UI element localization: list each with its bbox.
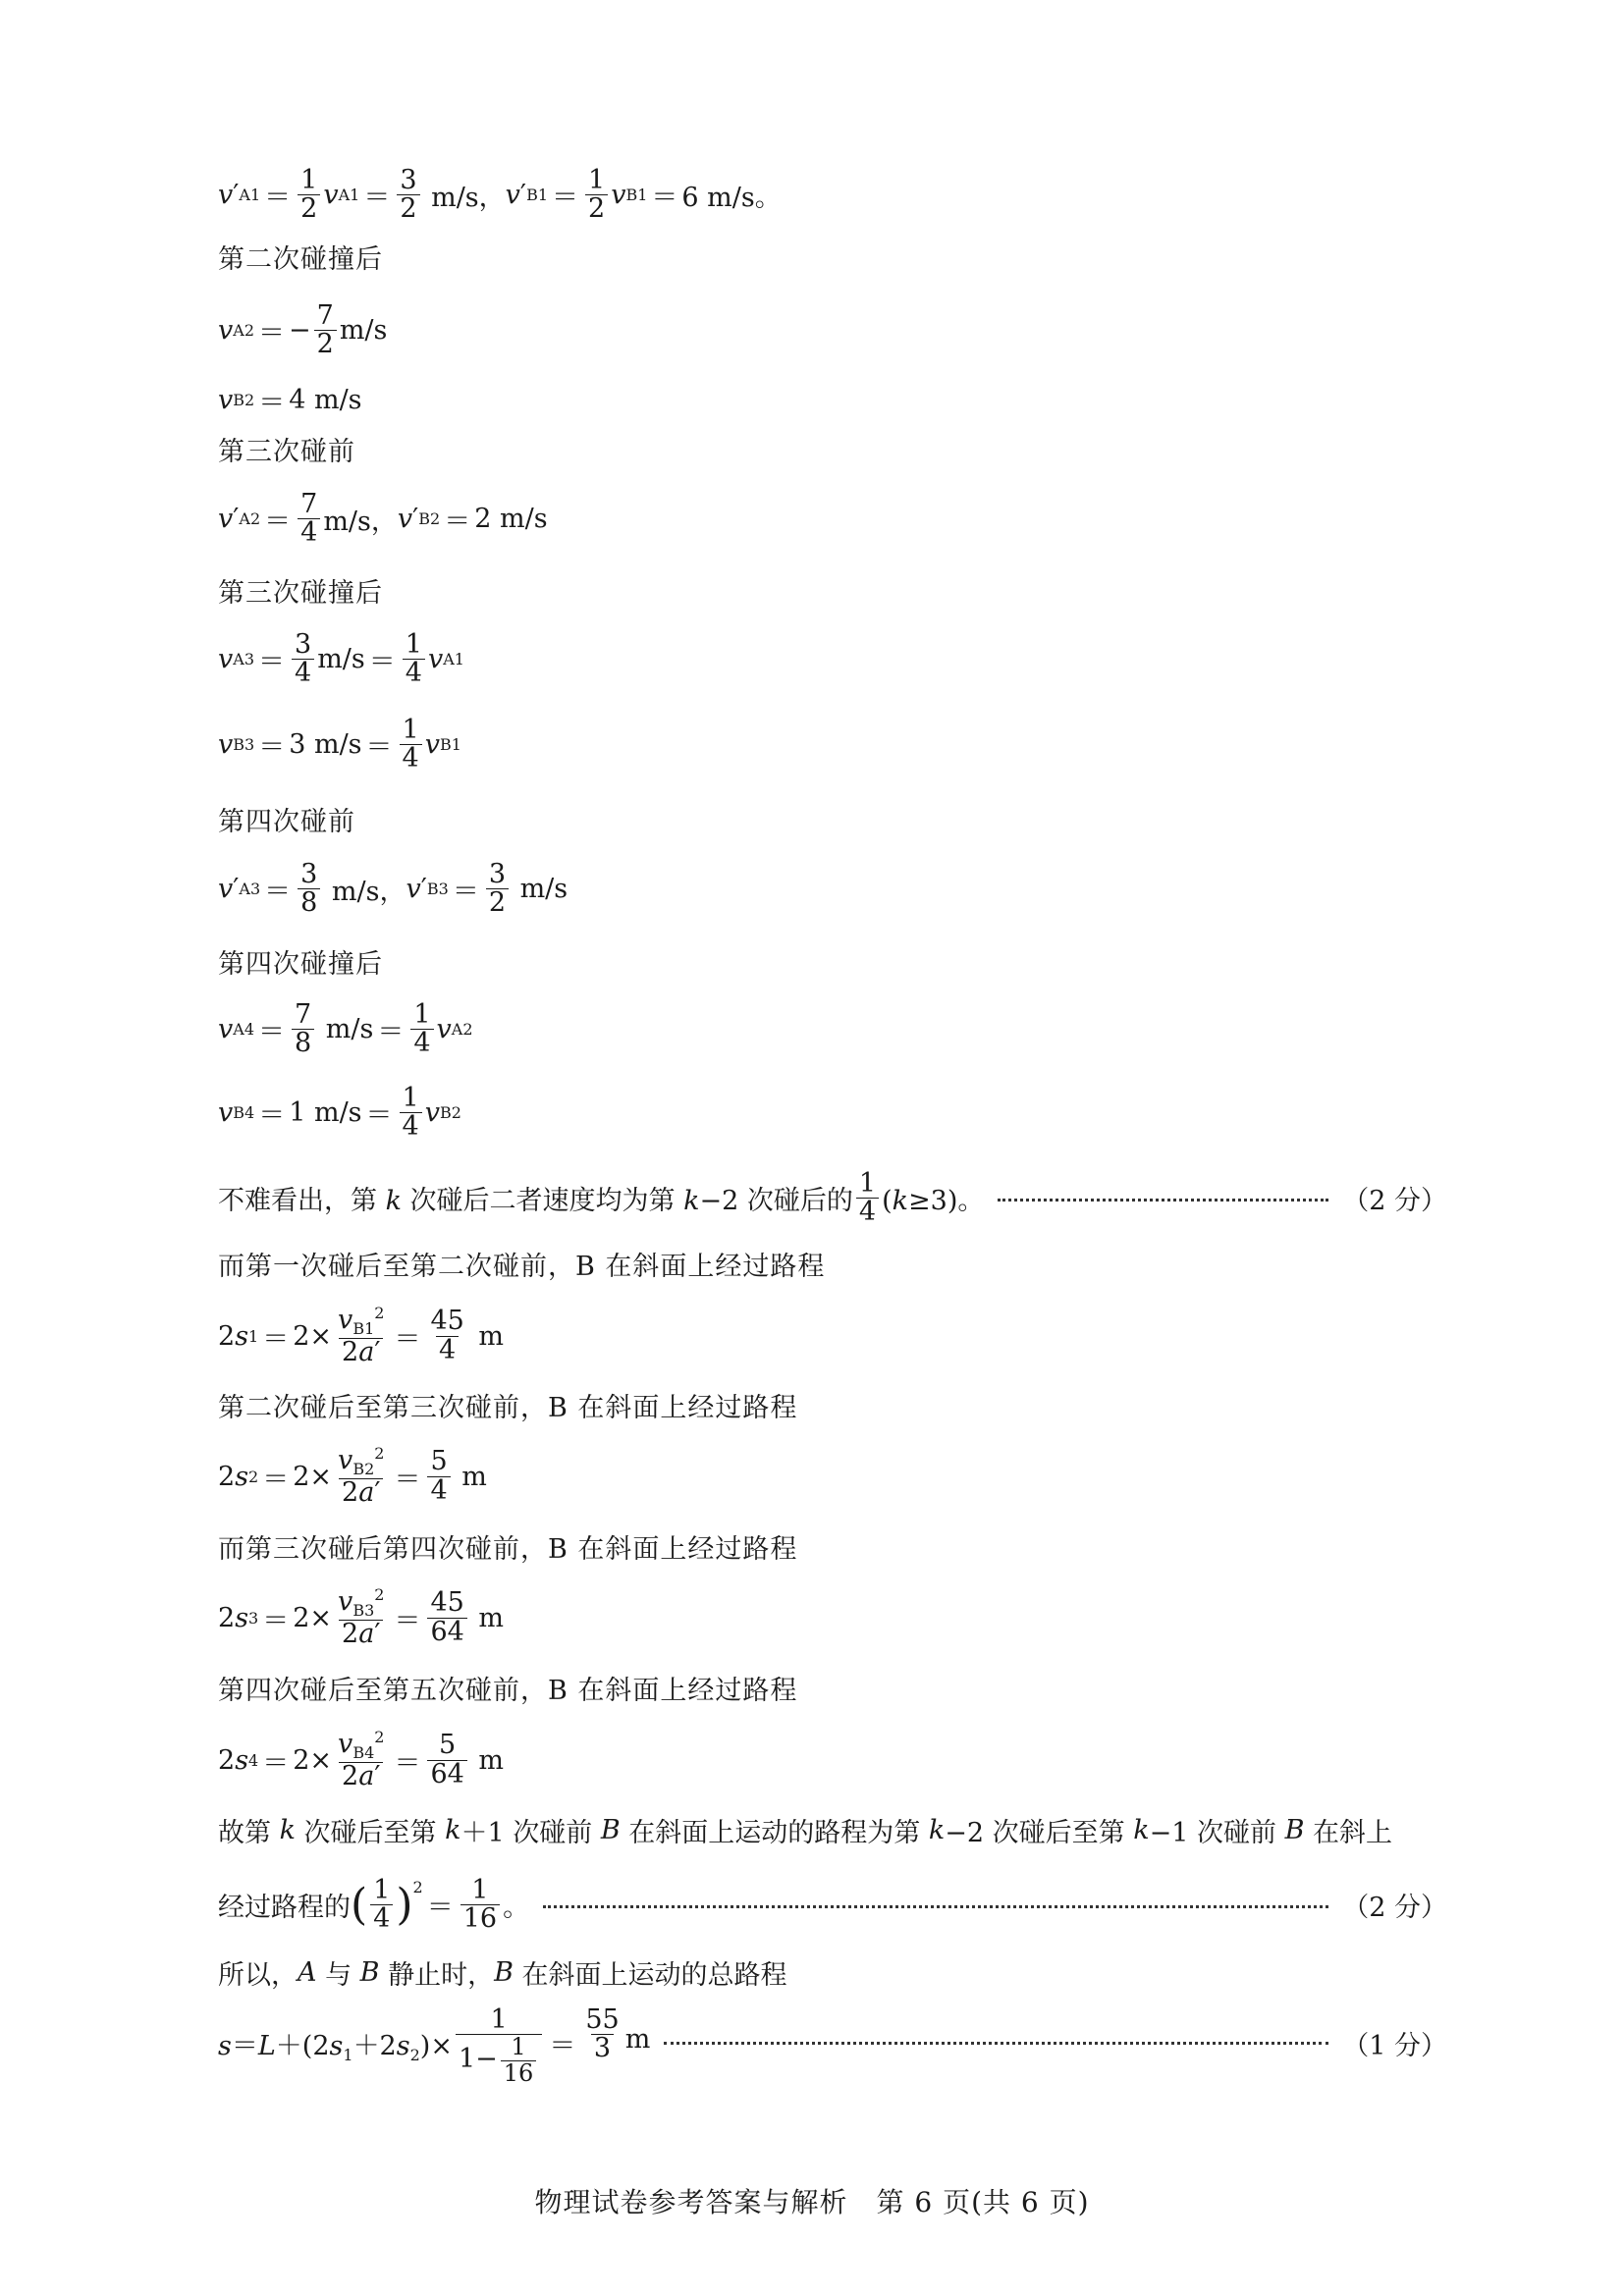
section-heading: 第三次碰前 xyxy=(218,437,355,467)
conclusion-line: $s=L+(2s_1+2s_2)\times$ 1 1− $\frac{1}{16}$ ＝ $\frac{55}{3}$ m （1 分） xyxy=(218,2004,1447,2087)
section-heading: 第四次碰撞后 xyxy=(218,949,383,980)
score-label: （2 分） xyxy=(1342,1893,1447,1924)
text-line: 第二次碰后至第三次碰前，B 在斜面上经过路程 xyxy=(218,1393,798,1423)
equation-line: 2 s 4 ＝ 2× $\frac{v_{B4}^2}{2a'}$ ＝ $\frac{5}{64}$ m xyxy=(218,1728,504,1791)
equation-line: v A4 ＝ $\frac{7}{8}$ m/s ＝ $\frac{1}{4}$ v A2 xyxy=(218,999,473,1059)
score-label: （1 分） xyxy=(1342,2031,1447,2061)
text-line: 故第 k 次碰后至第 k ＋1 次碰前 B 在斜面上运动的路程为第 k −2 次碰后至第 k −1 次碰前 B 在斜上 xyxy=(218,1815,1392,1848)
equation-line: v A3 ＝ $\frac{3}{4}$ m/s ＝ $\frac{1}{4}$ v A1 xyxy=(218,629,464,689)
equation-line: v B3 ＝ 3 m/s ＝ $\frac{1}{4}$ v B1 xyxy=(218,715,461,774)
dot-leader xyxy=(664,2042,1328,2045)
dot-leader xyxy=(543,1905,1328,1908)
conclusion-line: 经过路程的 ( $\frac{1}{4}$ ) $^2$ ＝ $\frac{1}{16}$ 。 （2 分） xyxy=(218,1875,1447,1935)
equation-line: v B2 ＝ 4 m/s xyxy=(218,385,362,418)
equation-line: v ′ A2 ＝ $\frac{7}{4}$ m/s， v ′ B2 ＝ 2 m/s xyxy=(218,489,548,549)
equation-line: 2 s 2 ＝ 2× $\frac{v_{B2}^2}{2a'}$ ＝ $\frac{5}{4}$ m xyxy=(218,1444,487,1508)
equation-line: 2 s 1 ＝ 2× $\frac{v_{B1}^2}{2a'}$ ＝ $\frac{45}{4}$ m xyxy=(218,1304,504,1367)
equation-line: v A2 ＝ − $\frac{7}{2}$ m/s xyxy=(218,300,388,360)
page-footer: 物理试卷参考答案与解析 第 6 页(共 6 页) xyxy=(534,2186,1090,2218)
section-heading: 第四次碰前 xyxy=(218,807,355,837)
section-heading: 第三次碰撞后 xyxy=(218,578,383,609)
dot-leader xyxy=(998,1199,1328,1201)
text-line: 而第一次碰后至第二次碰前，B 在斜面上经过路程 xyxy=(218,1252,826,1282)
equation-line: v ′ A1 ＝ $\frac{1}{2}$ v A1 ＝ $\frac{3}{2}$ m/s， v ′ B1 ＝ $\frac{1}{2}$ v B1 ＝ 6 m/s。 xyxy=(218,165,782,225)
text-line: 第四次碰后至第五次碰前，B 在斜面上经过路程 xyxy=(218,1676,798,1706)
equation-line: v B4 ＝ 1 m/s ＝ $\frac{1}{4}$ v B2 xyxy=(218,1083,461,1143)
text-line: 所以， A 与 B 静止时， B 在斜面上运动的总路程 xyxy=(218,1957,787,1991)
section-heading: 第二次碰撞后 xyxy=(218,244,383,275)
text-line: 而第三次碰后第四次碰前，B 在斜面上经过路程 xyxy=(218,1534,798,1565)
equation-line: 2 s 3 ＝ 2× $\frac{v_{B3}^2}{2a'}$ ＝ $\frac{45}{64}$ m xyxy=(218,1585,504,1649)
conclusion-line: 不难看出，第 k 次碰后二者速度均为第 k−2 次碰后的 $\frac{1}{4}$ (k≥3)。 （2 分） xyxy=(218,1168,1447,1228)
equation-line: v ′ A3 ＝ $\frac{3}{8}$ m/s， v ′ B3 ＝ $\frac{3}{2}$ m/s xyxy=(218,859,568,919)
score-label: （2 分） xyxy=(1342,1186,1447,1217)
